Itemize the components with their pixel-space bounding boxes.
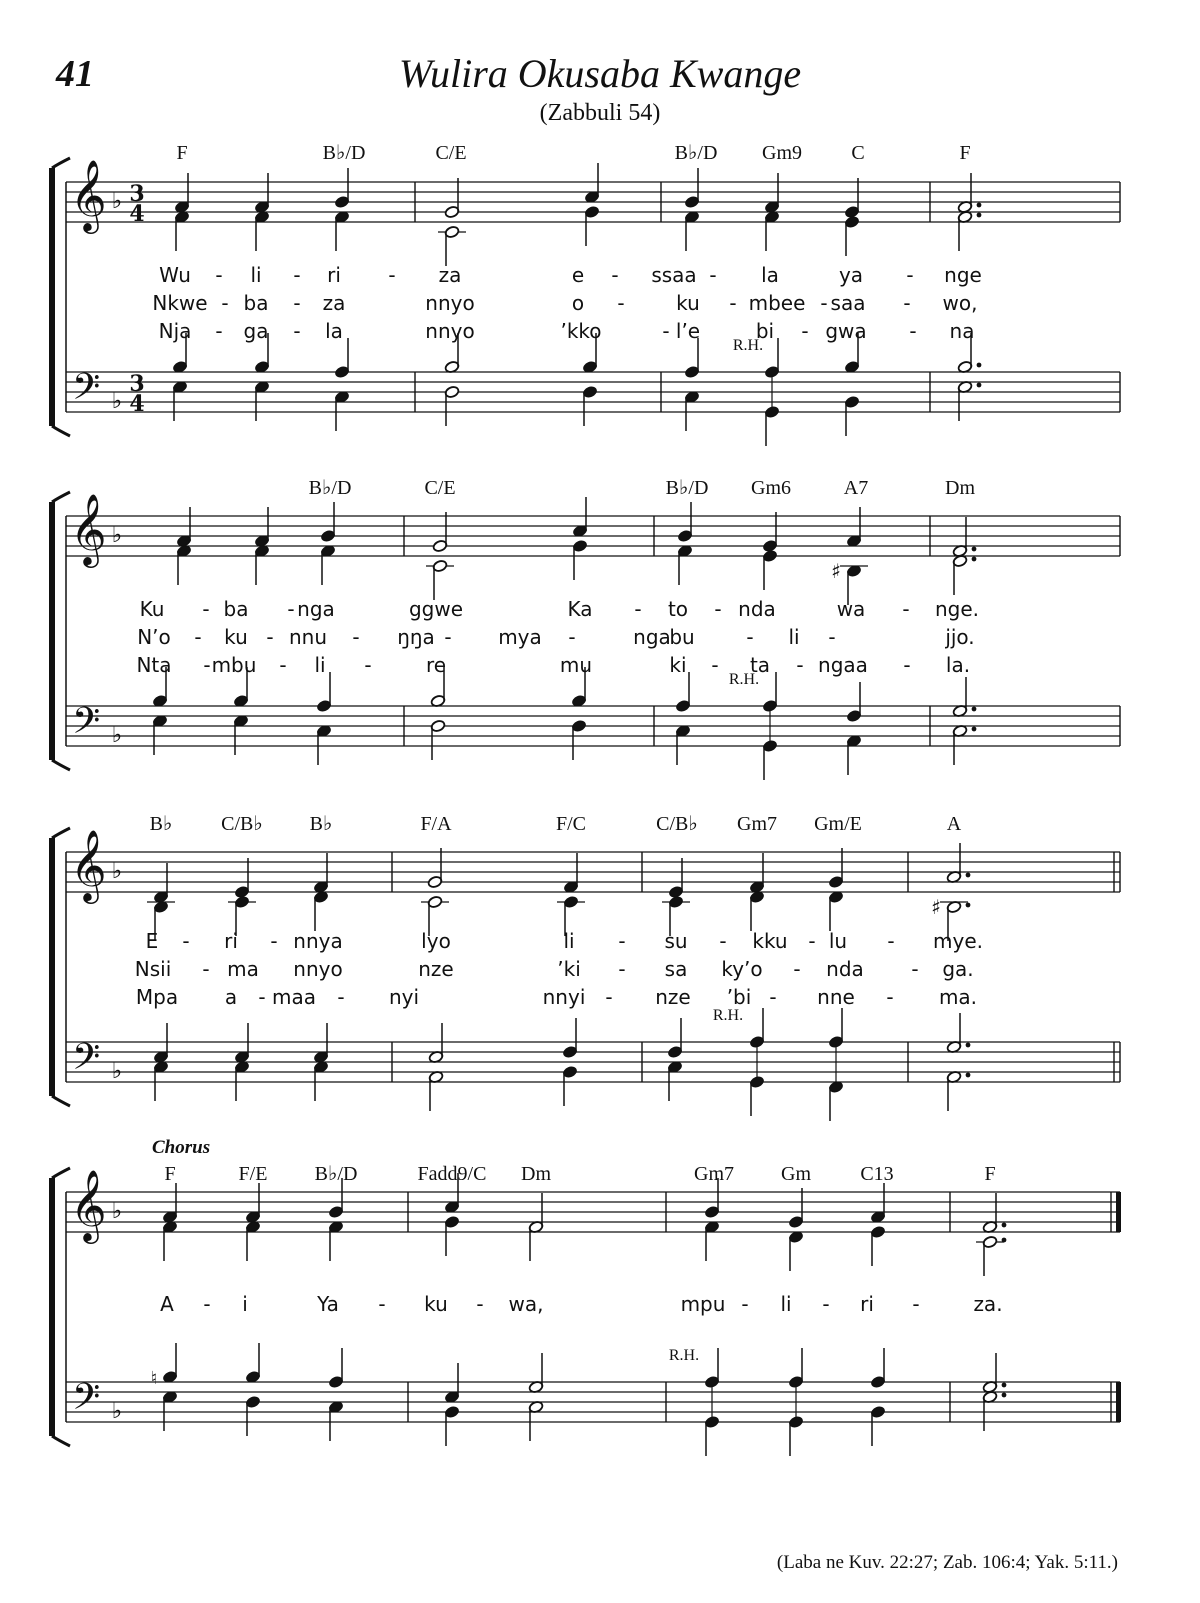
lyric-hyphen: -: [903, 653, 911, 677]
lyric-syllable: jjo.: [945, 625, 975, 649]
lyric-syllable: bi: [755, 319, 775, 343]
time-signature-bottom: 4: [129, 391, 145, 417]
lyric-hyphen: -: [266, 625, 274, 649]
chord-symbol: Gm6: [751, 477, 791, 499]
lyric-hyphen: -: [729, 291, 737, 315]
lyric-hyphen: -: [605, 985, 613, 1009]
augmentation-dot: [977, 383, 982, 388]
lyric-hyphen: -: [182, 929, 190, 953]
lyric-syllable: ku: [676, 291, 700, 315]
augmentation-dot: [966, 1043, 971, 1048]
lyric-hyphen: -: [902, 597, 910, 621]
chord-symbol: Dm: [521, 1163, 551, 1185]
lyric-syllable: ’ki: [557, 957, 581, 981]
lyric-syllable: ga: [243, 319, 269, 343]
lyric-syllable: ri: [327, 263, 341, 287]
lyric-hyphen: -: [746, 625, 754, 649]
bracket-bottom-hook: [52, 426, 70, 436]
chord-symbol: C/E: [435, 142, 467, 164]
augmentation-dot: [972, 557, 977, 562]
lyric-syllable: ngaa: [818, 653, 868, 677]
lyric-hyphen: -: [714, 597, 722, 621]
augmentation-dot: [977, 213, 982, 218]
augmentation-dot: [972, 707, 977, 712]
augmentation-dot: [1002, 1383, 1007, 1388]
natural-accidental: ♮: [150, 1368, 158, 1389]
lyric-syllable: mye.: [933, 929, 983, 953]
lyric-syllable: ta: [749, 653, 771, 677]
lyric-syllable: nze: [655, 985, 691, 1009]
lyric-hyphen: -: [293, 319, 301, 343]
bass-clef: 𝄢: [72, 366, 101, 417]
lyric-syllable: ri: [860, 1292, 874, 1316]
chord-symbol: A: [946, 813, 962, 835]
lyric-syllable: nnyo: [425, 291, 475, 315]
augmentation-dot: [966, 903, 971, 908]
bass-clef: 𝄢: [72, 1376, 101, 1427]
chord-symbol: F: [176, 142, 188, 164]
lyric-hyphen: -: [662, 319, 670, 343]
final-bar-thick: [1116, 1192, 1121, 1232]
key-signature-flat: ♭: [111, 523, 123, 548]
lyric-syllable: Nta: [136, 653, 172, 677]
lyric-syllable: li: [250, 263, 262, 287]
lyric-syllable: Wu: [159, 263, 191, 287]
lyric-syllable: nda: [738, 597, 776, 621]
lyric-hyphen: -: [741, 1292, 749, 1316]
lyric-syllable: nga: [297, 597, 335, 621]
lyric-syllable: wa,: [508, 1292, 544, 1316]
augmentation-dot: [1002, 1223, 1007, 1228]
lyric-syllable: mbu: [211, 653, 257, 677]
lyric-hyphen: -: [215, 263, 223, 287]
lyric-hyphen: -: [221, 291, 229, 315]
lyric-hyphen: -: [793, 957, 801, 981]
lyric-syllable: ku: [424, 1292, 448, 1316]
lyric-syllable: ’kko: [560, 319, 602, 343]
lyric-hyphen: -: [796, 653, 804, 677]
chord-symbol: F/A: [420, 813, 452, 835]
treble-clef: 𝄞: [70, 828, 107, 901]
lyric-syllable: ya: [838, 263, 864, 287]
chord-symbol: F/C: [555, 813, 587, 835]
lyric-syllable: nge.: [934, 597, 980, 621]
lyric-hyphen: -: [618, 957, 626, 981]
chord-symbol: C13: [860, 1163, 894, 1185]
augmentation-dot: [972, 727, 977, 732]
chord-symbol: B♭/D: [308, 477, 352, 499]
lyric-syllable: ki: [669, 653, 687, 677]
lyric-syllable: mya: [498, 625, 542, 649]
lyric-hyphen: -: [711, 653, 719, 677]
hymn-subtitle: (Zabbuli 54): [539, 100, 661, 126]
key-signature-flat: ♭: [111, 389, 123, 414]
lyric-syllable: mbee: [748, 291, 806, 315]
lyric-hyphen: -: [822, 1292, 830, 1316]
lyric-syllable: ri: [224, 929, 238, 953]
lyric-syllable: N’o: [137, 625, 171, 649]
lyric-syllable: li: [314, 653, 326, 677]
lyric-syllable: ba: [223, 597, 249, 621]
lyric-hyphen: -: [709, 263, 717, 287]
lyric-syllable: na: [949, 319, 975, 343]
chord-symbol: Gm7: [694, 1163, 734, 1185]
chord-symbol: B♭/D: [665, 477, 709, 499]
right-hand-marking: R.H.: [712, 1007, 744, 1024]
treble-clef: 𝄞: [70, 158, 107, 231]
augmentation-dot: [966, 1073, 971, 1078]
lyric-hyphen: -: [258, 985, 266, 1009]
lyric-hyphen: -: [287, 597, 295, 621]
bracket-bottom-hook: [52, 1436, 70, 1446]
lyric-syllable: saa: [830, 291, 866, 315]
lyric-syllable: A: [160, 1292, 174, 1316]
lyric-syllable: nnya: [293, 929, 343, 953]
lyric-syllable: ba: [243, 291, 269, 315]
sharp-accidental: ♯: [831, 559, 841, 583]
key-signature-flat: ♭: [111, 1399, 123, 1424]
lyric-syllable: ku: [224, 625, 248, 649]
chord-symbol: Fadd9/C: [417, 1163, 487, 1185]
lyric-syllable: ky’o: [721, 957, 763, 981]
augmentation-dot: [1002, 1238, 1007, 1243]
lyric-syllable: za: [438, 263, 462, 287]
lyric-syllable: wo,: [942, 291, 978, 315]
lyric-syllable: li: [788, 625, 800, 649]
lyric-hyphen: -: [444, 625, 452, 649]
lyric-syllable: i: [242, 1292, 248, 1316]
lyric-hyphen: -: [769, 985, 777, 1009]
lyric-syllable: Ku: [139, 597, 165, 621]
lyric-syllable: maa: [272, 985, 316, 1009]
lyric-syllable: ma.: [938, 985, 978, 1009]
lyric-syllable: li: [780, 1292, 792, 1316]
chord-symbol: F: [164, 1163, 176, 1185]
lyric-hyphen: -: [568, 625, 576, 649]
bracket-bottom-hook: [52, 760, 70, 770]
time-signature-top: 3: [129, 181, 145, 207]
lyric-hyphen: -: [203, 1292, 211, 1316]
lyric-syllable: E: [145, 929, 159, 953]
bass-clef: 𝄢: [72, 1036, 101, 1087]
bracket-top-hook: [52, 1168, 70, 1178]
lyric-syllable: bu: [669, 625, 695, 649]
lyric-hyphen: -: [906, 263, 914, 287]
lyric-syllable: nge: [944, 263, 982, 287]
key-signature-flat: ♭: [111, 1199, 123, 1224]
lyric-syllable: to: [667, 597, 689, 621]
chord-symbol: F: [984, 1163, 996, 1185]
chord-symbol: C/B♭: [656, 813, 698, 835]
lyric-syllable: su: [664, 929, 688, 953]
lyric-hyphen: -: [911, 957, 919, 981]
lyric-hyphen: -: [887, 929, 895, 953]
lyric-syllable: la.: [945, 653, 971, 677]
chord-symbol: Dm: [945, 477, 975, 499]
lyric-syllable: la: [325, 319, 343, 343]
lyric-hyphen: -: [215, 319, 223, 343]
lyric-syllable: ma: [227, 957, 259, 981]
bracket-top-hook: [52, 828, 70, 838]
lyric-syllable: mu: [559, 653, 593, 677]
lyric-syllable: nnyo: [293, 957, 343, 981]
lyric-hyphen: -: [476, 1292, 484, 1316]
lyric-syllable: ŋŋa: [397, 625, 435, 649]
lyric-syllable: li: [563, 929, 575, 953]
chord-symbol: Gm7: [737, 813, 777, 835]
lyric-hyphen: -: [203, 653, 211, 677]
key-signature-flat: ♭: [111, 723, 123, 748]
final-bar-thick: [1116, 1382, 1121, 1422]
lyric-hyphen: -: [202, 957, 210, 981]
lyric-hyphen: -: [912, 1292, 920, 1316]
scripture-reference: (Laba ne Kuv. 22:27; Zab. 106:4; Yak. 5:11.): [776, 1552, 1118, 1573]
lyric-syllable: l’e: [675, 319, 701, 343]
chord-symbol: C: [851, 142, 865, 164]
lyric-syllable: ssaa: [651, 263, 697, 287]
lyric-syllable: nyi: [388, 985, 420, 1009]
key-signature-flat: ♭: [111, 189, 123, 214]
lyric-hyphen: -: [801, 319, 809, 343]
lyric-syllable: Mpa: [135, 985, 179, 1009]
lyric-syllable: wa: [836, 597, 866, 621]
right-hand-marking: R.H.: [728, 671, 760, 688]
lyric-syllable: mpu: [680, 1292, 726, 1316]
lyric-syllable: nnyi: [542, 985, 586, 1009]
chord-symbol: Gm9: [762, 142, 802, 164]
lyric-hyphen: -: [634, 597, 642, 621]
chord-symbol: C/B♭: [221, 813, 263, 835]
lyric-syllable: lyo: [421, 929, 451, 953]
lyric-hyphen: -: [364, 653, 372, 677]
lyric-syllable: ga.: [942, 957, 974, 981]
augmentation-dot: [977, 203, 982, 208]
lyric-hyphen: -: [808, 929, 816, 953]
bracket-bottom-hook: [52, 1096, 70, 1106]
section-label: Chorus: [152, 1137, 211, 1158]
bass-clef: 𝄢: [72, 700, 101, 751]
bracket-top-hook: [52, 492, 70, 502]
augmentation-dot: [1002, 1393, 1007, 1398]
chord-symbol: B♭: [149, 813, 173, 835]
lyric-hyphen: -: [194, 625, 202, 649]
bracket-top-hook: [52, 158, 70, 168]
lyric-syllable: za: [322, 291, 346, 315]
lyric-syllable: ggwe: [408, 597, 464, 621]
chord-symbol: A7: [843, 477, 869, 499]
chord-symbol: Gm: [781, 1163, 811, 1185]
lyric-hyphen: -: [719, 929, 727, 953]
lyric-syllable: Nja: [158, 319, 192, 343]
lyric-hyphen: -: [352, 625, 360, 649]
lyric-hyphen: -: [337, 985, 345, 1009]
sharp-accidental: ♯: [931, 895, 941, 919]
lyric-hyphen: -: [611, 263, 619, 287]
lyric-syllable: re: [425, 653, 447, 677]
lyric-hyphen: -: [617, 291, 625, 315]
lyric-hyphen: -: [618, 929, 626, 953]
chord-symbol: B♭/D: [322, 142, 366, 164]
lyric-syllable: la: [761, 263, 779, 287]
lyric-syllable: za.: [973, 1292, 1003, 1316]
hymn-number: 41: [56, 53, 94, 95]
augmentation-dot: [966, 873, 971, 878]
lyric-hyphen: -: [909, 319, 917, 343]
chord-symbol: B♭/D: [674, 142, 718, 164]
chord-symbol: F: [959, 142, 971, 164]
lyric-syllable: ’bi: [726, 985, 752, 1009]
hymn-title: Wulira Okusaba Kwange: [398, 51, 802, 96]
lyric-syllable: lu: [828, 929, 848, 953]
lyric-hyphen: -: [279, 653, 287, 677]
augmentation-dot: [972, 547, 977, 552]
lyric-hyphen: -: [903, 291, 911, 315]
lyric-syllable: nnu: [288, 625, 328, 649]
lyric-syllable: gwa: [825, 319, 867, 343]
lyric-hyphen: -: [293, 263, 301, 287]
chord-symbol: Gm/E: [814, 813, 862, 835]
time-signature-top: 3: [129, 371, 145, 397]
lyric-syllable: a: [224, 985, 238, 1009]
key-signature-flat: ♭: [111, 859, 123, 884]
lyric-hyphen: -: [202, 597, 210, 621]
lyric-syllable: e: [571, 263, 585, 287]
lyric-syllable: Ka: [567, 597, 593, 621]
lyric-syllable: nnyo: [425, 319, 475, 343]
lyric-syllable: nda: [826, 957, 864, 981]
lyric-syllable: nne: [817, 985, 855, 1009]
lyric-hyphen: -: [293, 291, 301, 315]
chord-symbol: C/E: [424, 477, 456, 499]
lyric-hyphen: -: [828, 625, 836, 649]
lyric-syllable: nga: [633, 625, 671, 649]
chord-symbol: F/E: [238, 1163, 268, 1185]
lyric-syllable: kku: [752, 929, 788, 953]
key-signature-flat: ♭: [111, 1059, 123, 1084]
augmentation-dot: [977, 363, 982, 368]
lyric-hyphen: -: [388, 263, 396, 287]
right-hand-marking: R.H.: [668, 1347, 700, 1364]
lyric-syllable: o: [571, 291, 585, 315]
right-hand-marking: R.H.: [732, 337, 764, 354]
lyric-syllable: sa: [664, 957, 688, 981]
time-signature-bottom: 4: [129, 201, 145, 227]
lyric-hyphen: -: [820, 291, 828, 315]
lyric-syllable: Nsii: [134, 957, 172, 981]
lyric-syllable: Ya: [317, 1292, 339, 1316]
chord-symbol: B♭/D: [314, 1163, 358, 1185]
lyric-syllable: Nkwe: [152, 291, 208, 315]
lyric-hyphen: -: [886, 985, 894, 1009]
treble-clef: 𝄞: [70, 492, 107, 565]
treble-clef: 𝄞: [70, 1168, 107, 1241]
lyric-syllable: nze: [418, 957, 454, 981]
chord-symbol: B♭: [309, 813, 333, 835]
lyric-hyphen: -: [270, 929, 278, 953]
lyric-hyphen: -: [378, 1292, 386, 1316]
